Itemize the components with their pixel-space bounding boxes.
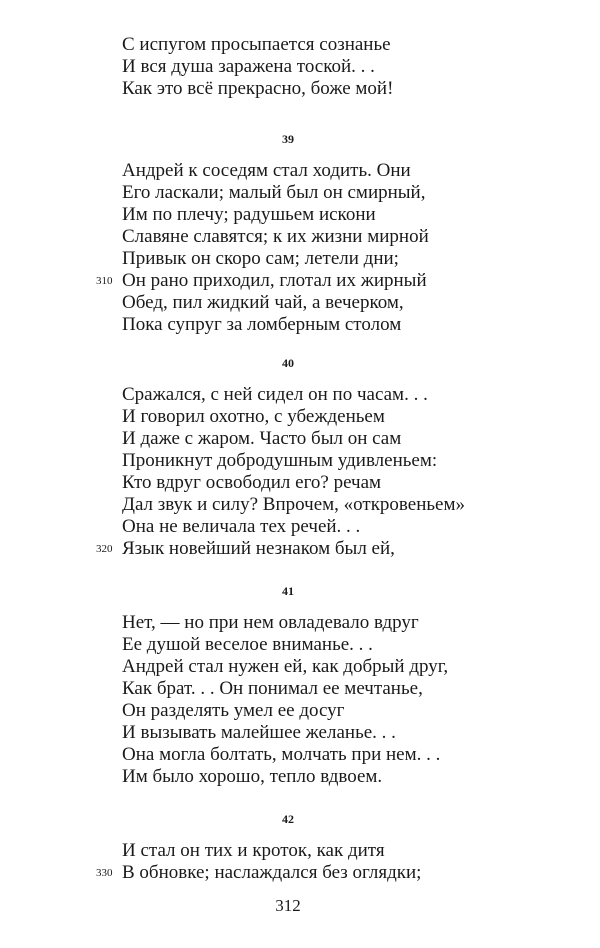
verse-line: Им было хорошо, тепло вдвоем. [122,766,383,787]
verse-line: Ее душой веселое вниманье. . . [122,634,373,655]
line-number: 330 [96,867,113,879]
stanza-number: 40 [282,356,294,370]
line-number: 310 [96,275,113,287]
verse-line: Андрей стал нужен ей, как добрый друг, [122,656,449,677]
verse-line: И даже с жаром. Часто был он сам [122,428,402,449]
verse-line: Привык он скоро сам; летели дни; [122,248,399,269]
verse-line: В обновке; наслаждался без оглядки; [122,862,422,883]
verse-line: Он рано приходил, глотал их жирный [122,270,427,291]
verse-line: Язык новейший незнаком был ей, [122,538,395,559]
verse-line: Как это всё прекрасно, боже мой! [122,78,394,99]
verse-line: Дал звук и силу? Впрочем, «откровеньем» [122,494,466,515]
verse-line: И вызывать малейшее желанье. . . [122,722,396,743]
verse-line: С испугом просыпается сознанье [122,34,391,55]
verse-line: Кто вдруг освободил его? речам [122,472,382,493]
verse-line: И говорил охотно, с убежденьем [122,406,385,427]
verse-line: Славяне славятся; к их жизни мирной [122,226,429,247]
verse-line: Пока супруг за ломберным столом [122,314,402,335]
verse-line: Его ласкали; малый был он смирный, [122,182,426,203]
verse-line: Нет, — но при нем овладевало вдруг [122,612,419,633]
stanza-number: 41 [282,584,294,598]
verse-line: И вся душа заражена тоской. . . [122,56,375,77]
verse-line: Она могла болтать, молчать при нем. . . [122,744,441,765]
stanza-number: 39 [282,132,294,146]
verse-line: Им по плечу; радушьем искони [122,204,376,225]
page-number: 312 [275,896,301,915]
verse-line: Сражался, с ней сидел он по часам. . . [122,384,428,405]
verse-line: Проникнут добродушным удивленьем: [122,450,438,471]
verse-line: Она не величала тех речей. . . [122,516,361,537]
verse-line: Он разделять умел ее досуг [122,700,345,721]
verse-line: Как брат. . . Он понимал ее мечтанье, [122,678,423,699]
line-number: 320 [96,543,113,555]
verse-line: Обед, пил жидкий чай, а вечерком, [122,292,404,313]
verse-line: Андрей к соседям стал ходить. Они [122,160,411,181]
verse-line: И стал он тих и кроток, как дитя [122,840,385,861]
stanza-number: 42 [282,812,294,826]
